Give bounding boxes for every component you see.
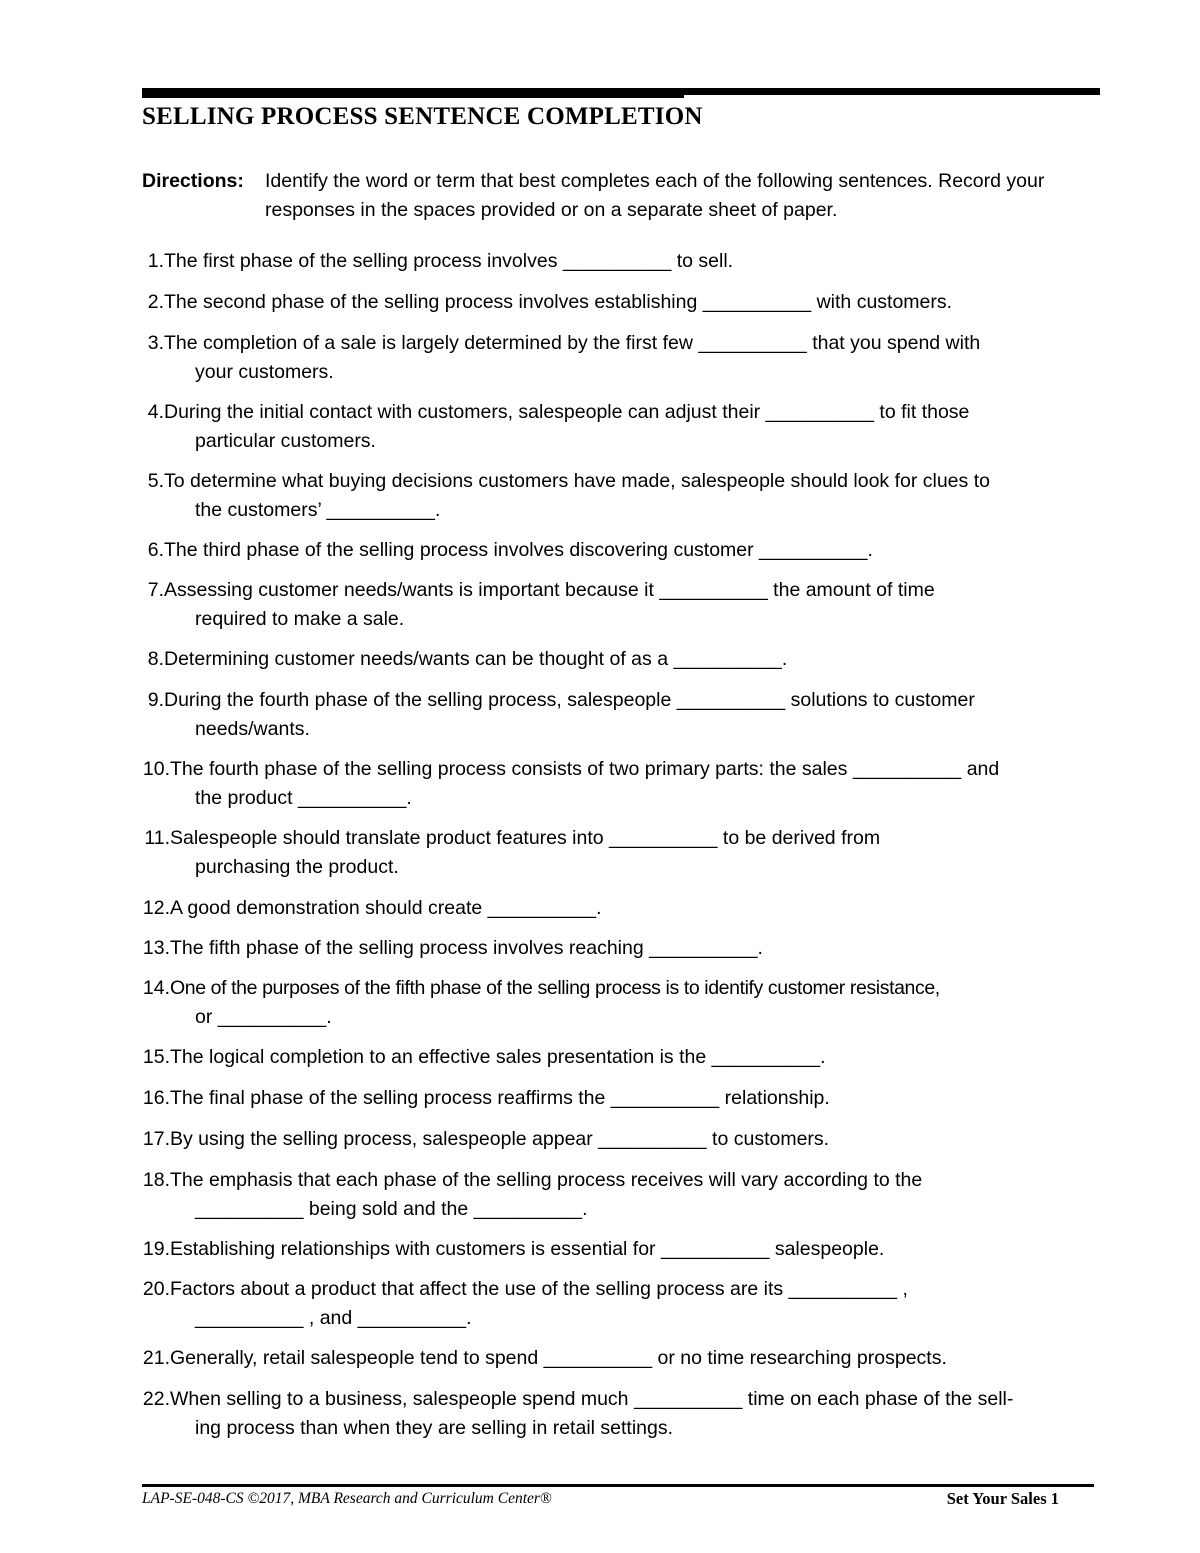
footer-rule — [142, 1484, 1094, 1487]
question-item — [142, 1275, 1100, 1333]
question-item — [142, 934, 1100, 963]
footer-page-label: Set Your Sales 1 — [946, 1489, 1059, 1508]
question-item — [142, 1235, 1100, 1264]
question-number: 17. — [142, 1128, 170, 1150]
directions — [142, 167, 1100, 225]
question-text: The fourth phase of the selling process consists of two primary parts: the sales __________ and — [170, 758, 1000, 780]
question-text: A good demonstration should create __________. — [170, 897, 602, 919]
question-text: The fifth phase of the selling process involves reaching __________. — [170, 937, 763, 959]
question-text: One of the purposes of the fifth phase of the selling process is to identify customer resistance, — [170, 977, 940, 999]
question-number: 2. — [147, 291, 164, 313]
question-text: To determine what buying decisions customers have made, salespeople should look for clues to — [164, 470, 990, 492]
question-item — [142, 1166, 1100, 1224]
question-item — [142, 1125, 1100, 1154]
question-item — [142, 686, 1100, 744]
question-text: Determining customer needs/wants can be thought of as a __________. — [164, 648, 788, 670]
footer-copyright: LAP-SE-048-CS ©2017, MBA Research and Curriculum Center® — [142, 1490, 552, 1507]
question-text: The logical completion to an effective sales presentation is the __________. — [170, 1046, 826, 1068]
question-text-continued: purchasing the product. — [195, 856, 399, 878]
question-number: 21. — [142, 1347, 170, 1369]
question-number: 22. — [142, 1388, 170, 1410]
question-item — [142, 536, 1100, 565]
question-number: 10. — [142, 758, 170, 780]
question-item — [142, 1385, 1100, 1443]
question-item — [142, 1084, 1100, 1113]
question-text: By using the selling process, salespeople appear __________ to customers. — [170, 1128, 830, 1150]
question-item — [142, 974, 1100, 1032]
question-text: The emphasis that each phase of the selling process receives will vary according to the — [170, 1169, 923, 1191]
question-item — [142, 398, 1100, 456]
question-number: 12. — [142, 897, 170, 919]
question-text-continued: ing process than when they are selling in retail settings. — [195, 1417, 674, 1439]
header-rule — [142, 88, 1100, 95]
question-number: 15. — [142, 1046, 170, 1068]
question-item — [142, 894, 1100, 923]
question-text-continued: the customers’ __________. — [195, 499, 441, 521]
question-text-continued: particular customers. — [195, 430, 376, 452]
question-text-continued: __________ , and __________. — [195, 1307, 472, 1329]
question-item — [142, 329, 1100, 387]
question-number: 4. — [147, 401, 164, 423]
question-number: 3. — [147, 332, 164, 354]
question-number: 8. — [147, 648, 164, 670]
question-text: The second phase of the selling process involves establishing __________ with customers. — [164, 291, 953, 313]
question-text: The third phase of the selling process involves discovering customer __________. — [164, 539, 873, 561]
question-item — [142, 467, 1100, 525]
question-number: 7. — [147, 579, 164, 601]
question-item — [142, 1344, 1100, 1373]
question-text-continued: your customers. — [195, 361, 334, 383]
question-number: 20. — [142, 1278, 170, 1300]
directions-text: Identify the word or term that best completes each of the following sentences. Record your responses in the spaces provided or on a separate sheet of paper. — [265, 170, 1045, 221]
question-item — [142, 1043, 1100, 1072]
question-number: 9. — [147, 689, 164, 711]
question-text: Salespeople should translate product features into __________ to be derived from — [170, 827, 881, 849]
question-item — [142, 576, 1100, 634]
question-number: 14. — [142, 977, 170, 999]
question-item — [142, 247, 1100, 276]
page-title: SELLING PROCESS SENTENCE COMPLETION — [142, 103, 703, 130]
question-number: 18. — [142, 1169, 170, 1191]
question-number: 13. — [142, 937, 170, 959]
question-text: During the initial contact with customers, salespeople can adjust their __________ to fit those — [164, 401, 970, 423]
question-item — [142, 288, 1100, 317]
question-text: When selling to a business, salespeople spend much __________ time on each phase of the sell- — [170, 1388, 1014, 1410]
question-text: Factors about a product that affect the use of the selling process are its __________ , — [170, 1278, 908, 1300]
question-item — [142, 824, 1100, 882]
directions-label: Directions: — [142, 170, 244, 192]
question-item — [142, 645, 1100, 674]
question-number: 1. — [147, 250, 164, 272]
question-text-continued: needs/wants. — [195, 718, 310, 740]
question-text: During the fourth phase of the selling process, salespeople __________ solutions to customer — [164, 689, 975, 711]
question-text-continued: the product __________. — [195, 787, 412, 809]
question-number: 19. — [142, 1238, 170, 1260]
question-number: 11. — [144, 827, 170, 849]
question-text-continued: __________ being sold and the __________. — [195, 1198, 588, 1220]
question-item — [142, 755, 1100, 813]
question-text-continued: or __________. — [195, 1006, 332, 1028]
question-text: Assessing customer needs/wants is important because it __________ the amount of time — [164, 579, 935, 601]
question-text: The completion of a sale is largely determined by the first few __________ that you spend with — [164, 332, 981, 354]
question-number: 5. — [147, 470, 164, 492]
question-number: 6. — [147, 539, 164, 561]
question-text: The first phase of the selling process involves __________ to sell. — [164, 250, 734, 272]
question-text: The final phase of the selling process reaffirms the __________ relationship. — [170, 1087, 830, 1109]
question-text-continued: required to make a sale. — [195, 608, 405, 630]
header-rule-accent — [142, 95, 684, 98]
question-text: Generally, retail salespeople tend to spend __________ or no time researching prospects. — [170, 1347, 947, 1369]
question-number: 16. — [142, 1087, 170, 1109]
question-text: Establishing relationships with customers is essential for __________ salespeople. — [170, 1238, 885, 1260]
